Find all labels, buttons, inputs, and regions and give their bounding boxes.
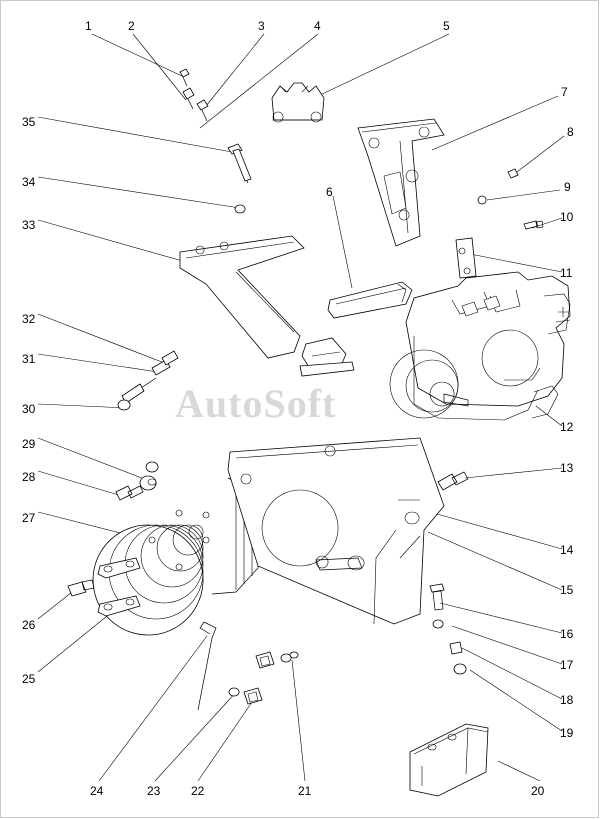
callout-11: 11 bbox=[560, 266, 573, 280]
callout-22: 22 bbox=[191, 784, 205, 798]
callout-4: 4 bbox=[314, 19, 321, 33]
callout-30: 30 bbox=[22, 402, 36, 416]
callout-16: 16 bbox=[560, 627, 574, 641]
callout-14: 14 bbox=[560, 543, 574, 557]
callout-24: 24 bbox=[90, 784, 104, 798]
callout-7: 7 bbox=[561, 85, 568, 99]
callout-20: 20 bbox=[531, 784, 545, 798]
callout-8: 8 bbox=[567, 125, 574, 139]
callout-5: 5 bbox=[443, 19, 450, 33]
callout-10: 10 bbox=[560, 210, 574, 224]
callout-29: 29 bbox=[22, 437, 36, 451]
callout-19: 19 bbox=[560, 726, 574, 740]
callout-31: 31 bbox=[22, 352, 36, 366]
callout-6: 6 bbox=[326, 185, 333, 199]
callout-34: 34 bbox=[22, 175, 36, 189]
callout-27: 27 bbox=[22, 511, 36, 525]
callout-15: 15 bbox=[560, 583, 574, 597]
callout-2: 2 bbox=[128, 19, 135, 33]
callout-13: 13 bbox=[560, 461, 574, 475]
callout-3: 3 bbox=[258, 19, 265, 33]
callout-23: 23 bbox=[147, 784, 161, 798]
callout-18: 18 bbox=[560, 693, 574, 707]
callout-12: 12 bbox=[560, 420, 574, 434]
callout-1: 1 bbox=[85, 19, 92, 33]
callout-32: 32 bbox=[22, 312, 36, 326]
callout-26: 26 bbox=[22, 618, 36, 632]
callout-28: 28 bbox=[22, 470, 36, 484]
watermark: AutoSoft bbox=[175, 381, 337, 426]
callout-35: 35 bbox=[22, 115, 36, 129]
callout-33: 33 bbox=[22, 218, 36, 232]
callout-9: 9 bbox=[564, 180, 571, 194]
callout-25: 25 bbox=[22, 672, 36, 686]
callout-17: 17 bbox=[560, 658, 574, 672]
callout-21: 21 bbox=[298, 784, 312, 798]
